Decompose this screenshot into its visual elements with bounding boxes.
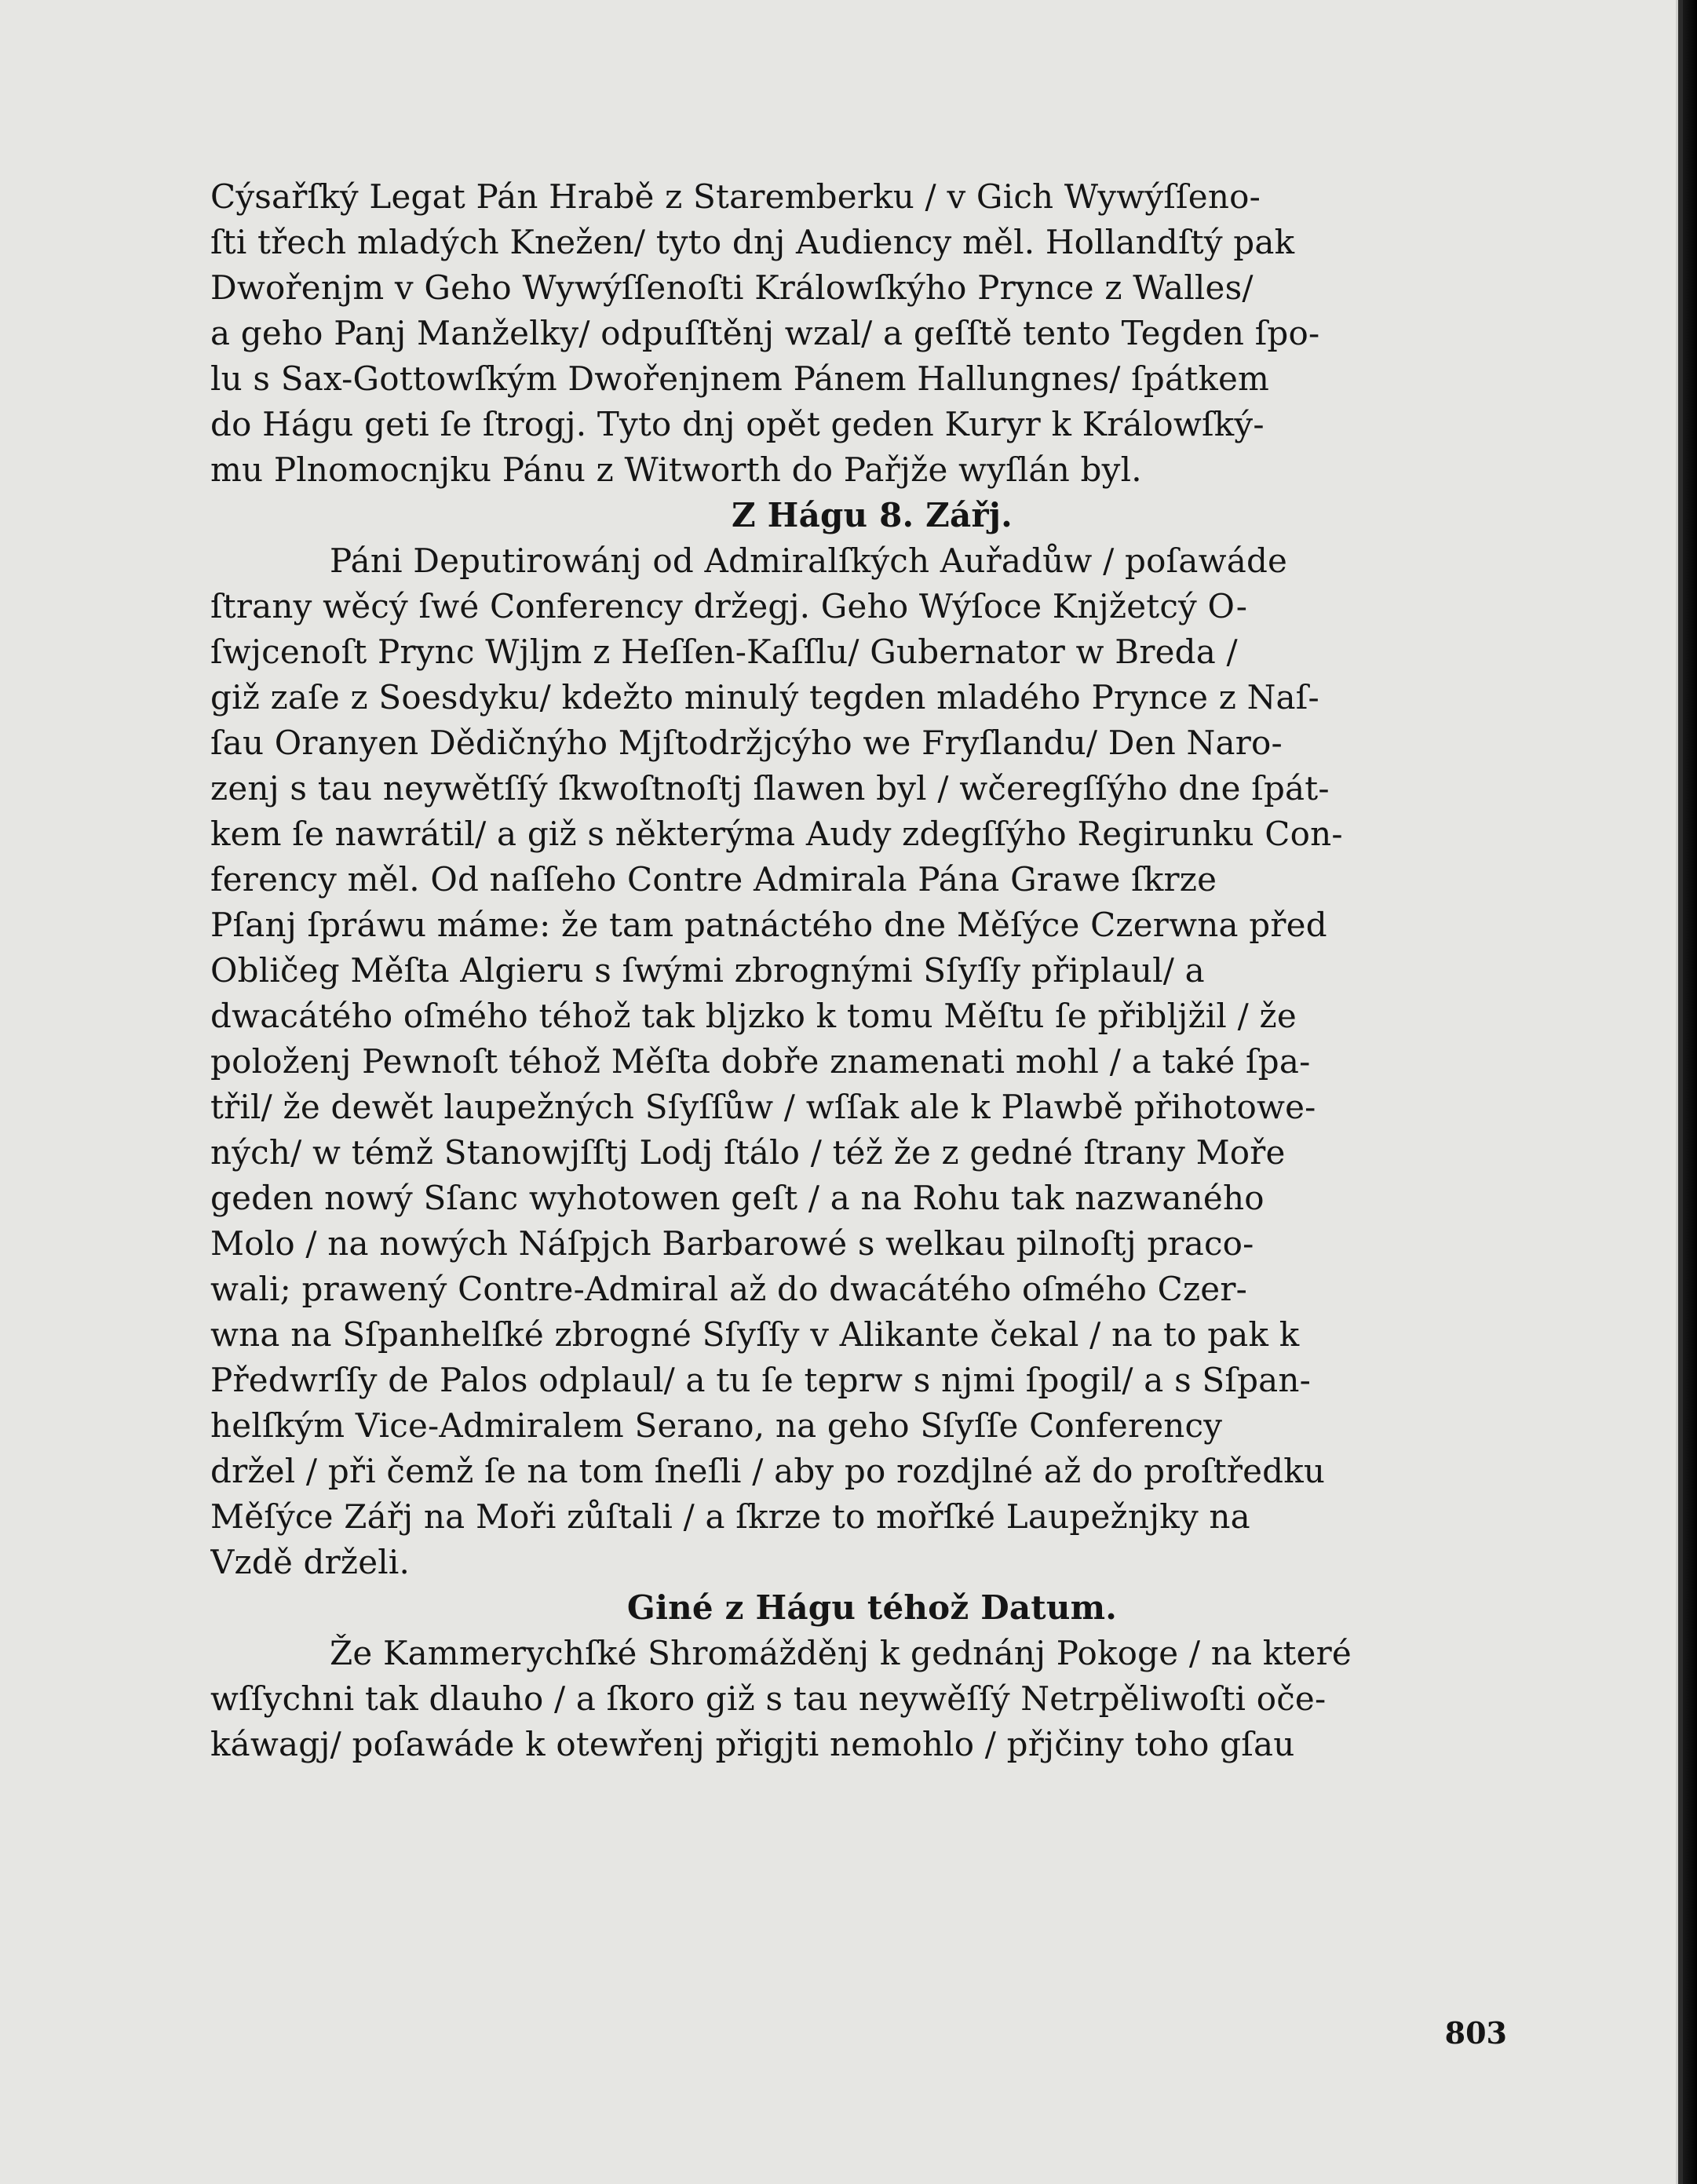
- text-line: Měſýce Zářj na Moři zůſtali / a ſkrze to mořſké Laupežnjky na: [210, 1497, 1250, 1536]
- text-line: geden nowý Sſanc wyhotowen geſt / a na Rohu tak nazwaného: [210, 1179, 1265, 1217]
- text-line: wna na Sſpanhelſké zbrogné Sſyſſy v Alikante čekal / na to pak k: [210, 1315, 1300, 1354]
- text-line: Cýsařſký Legat Pán Hrabě z Staremberku / v Gich Wywýſſeno-: [210, 177, 1261, 216]
- text-line: Vzdě drželi.: [210, 1543, 411, 1581]
- paragraph-start-line: Že Kammerychſké Shromážděnj k gednánj Pokoge / na které: [330, 1634, 1352, 1672]
- text-line: ferency měl. Od naſſeho Contre Admirala Pána Grawe ſkrze: [210, 860, 1217, 899]
- text-line: do Hágu geti ſe ſtrogj. Tyto dnj opět geden Kuryr k Králowſký-: [210, 405, 1265, 443]
- section-heading: Z Hágu 8. Zářj.: [732, 496, 1013, 534]
- text-line: wali; prawený Contre-Admiral až do dwacátého oſmého Czer-: [210, 1270, 1248, 1308]
- paragraph-start-line: Páni Deputirowánj od Admiralſkých Auřadůw / poſawáde: [330, 541, 1288, 580]
- text-line: třil/ že dewět laupežných Sſyſſůw / wſſak ale k Plawbě přihotowe-: [210, 1088, 1316, 1126]
- text-line: Předwrſſy de Palos odplaul/ a tu ſe teprw s njmi ſpogil/ a s Sſpan-: [210, 1361, 1312, 1399]
- text-line: ſtrany wěcý ſwé Conferency držegj. Geho Wýſoce Knjžetcý O-: [210, 587, 1248, 625]
- text-line: ſau Oranyen Dědičnýho Mjſtodržjcýho we Fryſlandu/ Den Naro-: [210, 724, 1283, 762]
- body-text: [210, 174, 1534, 1767]
- page-number: 803: [1444, 2015, 1507, 2051]
- dark-binding-edge: [1683, 0, 1697, 2184]
- text-line: Obličeg Měſta Algieru s ſwými zbrognými Sſyſſy připlaul/ a: [210, 951, 1205, 990]
- text-line: Pſanj ſpráwu máme: že tam patnáctého dne Měſýce Czerwna před: [210, 906, 1327, 944]
- section-heading: Giné z Hágu téhož Datum.: [626, 1588, 1118, 1627]
- text-line: helſkým Vice-Admiralem Serano, na geho Sſyſſe Conferency: [210, 1406, 1223, 1445]
- text-line: ných/ w témž Stanowjſſtj Lodj ſtálo / též že z gedné ſtrany Moře: [210, 1133, 1286, 1172]
- text-line: ſwjcenoſt Prync Wjljm z Heſſen-Kaſſlu/ Gubernator w Breda /: [210, 633, 1238, 671]
- text-line: giž zaſe z Soesdyku/ kdežto minulý tegden mladého Prynce z Naſ-: [210, 678, 1319, 716]
- text-line: mu Plnomocnjku Pánu z Witworth do Pařjže wyſlán byl.: [210, 450, 1142, 489]
- text-line: Dwořenjm v Geho Wywýſſenoſti Králowſkýho Prynce z Walles/: [210, 268, 1254, 307]
- text-line: wſſychni tak dlauho / a ſkoro giž s tau neywěſſý Netrpělіwoſti oče-: [210, 1679, 1327, 1718]
- text-line: kem ſe nawrátil/ a giž s některýma Audy zdegſſýho Regirunku Con-: [210, 815, 1343, 853]
- text-line: Molo / na nowých Náſpjch Barbarowé s welkau pilnoſtj praco-: [210, 1224, 1254, 1263]
- text-line: dwacátého oſmého téhož tak bljzko k tomu Měſtu ſe přiblјžil / že: [210, 997, 1297, 1035]
- text-line: káwagj/ poſawáde k otewřenj přigjti nemohlo / přjčiny toho gſau: [210, 1725, 1295, 1763]
- text-line: zenj s tau neywětſſý ſkwoſtnoſtj ſlawen byl / wčeregſſýho dne ſpát-: [210, 769, 1330, 808]
- text-line: držel / při čemž ſe na tom ſneſli / aby po rozdjlné až do proſtředku: [210, 1452, 1326, 1490]
- text-line: ſti třech mladých Knežen/ tyto dnj Audiency měl. Hollandſtý pak: [210, 223, 1295, 261]
- text-line: a geho Panj Manželky/ odpuſſtěnj wzal/ a geſſtě tento Tegden ſpo-: [210, 314, 1320, 352]
- text-line: lu s Sax-Gottowſkým Dwořenjnem Pánem Hallungnes/ ſpátkem: [210, 359, 1270, 398]
- text-line: položenj Pewnoſt téhož Měſta dobře znamenati mohl / a také ſpa-: [210, 1042, 1311, 1081]
